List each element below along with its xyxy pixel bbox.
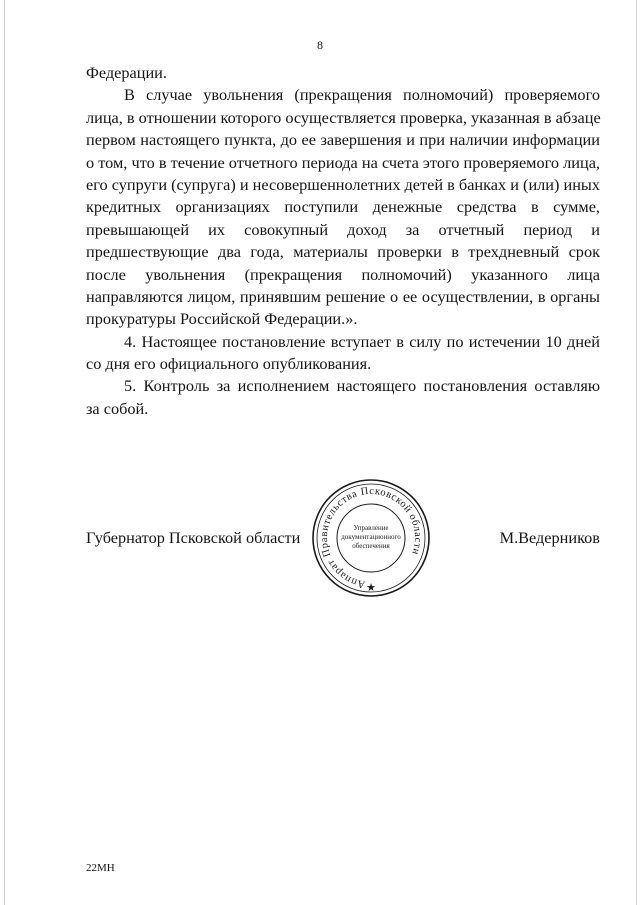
text-line: со дня его официального опубликования. <box>86 354 372 374</box>
signatory-name: М.Ведерников <box>499 528 600 547</box>
text-line: направляются лицом, принявшим решение о ее осуществлении, в органы <box>86 286 600 306</box>
signatory-position: Губернатор Псковской области <box>86 528 301 547</box>
text-line: о том, что в течение отчетного периода на счета этого проверяемого лица, <box>86 152 600 172</box>
text-line: лица, в отношении которого осуществляется проверка, указанная в абзаце <box>86 107 601 127</box>
text-line: прокуратуры Российской Федерации.». <box>86 309 358 329</box>
document-code: 22МН <box>86 862 115 874</box>
text-line: 4. Настоящее постановление вступает в силу по истечении 10 дней <box>124 331 600 351</box>
document-body <box>86 62 600 420</box>
text-line: первом настоящего пункта, до ее завершения и при наличии информации <box>86 130 600 150</box>
text-line: его супруги (супруга) и несовершеннолетних детей в банках и (или) иных <box>86 174 600 194</box>
official-seal <box>306 478 436 604</box>
text-line: В случае увольнения (прекращения полномочий) проверяемого <box>124 85 600 105</box>
text-line: Федерации. <box>86 63 167 82</box>
seal-inner-line: Управление <box>353 524 389 532</box>
text-line: превышающей их совокупный доход за отчетный период и <box>86 219 600 239</box>
seal-inner-line: документационного <box>341 533 401 541</box>
seal-inner-line: обеспечения <box>352 542 390 550</box>
text-line: за собой. <box>86 398 149 418</box>
text-line: предшествующие два года, материалы проверки в трехдневный срок <box>86 242 600 262</box>
scan-edge-right <box>636 0 637 905</box>
scan-edge-left <box>4 0 5 905</box>
seal-star-icon: ★ <box>366 581 376 594</box>
text-line: кредитных организациях поступили денежные средства в сумме, <box>86 197 600 217</box>
text-line: 5. Контроль за исполнением настоящего постановления оставляю <box>124 376 600 396</box>
page-number: 8 <box>317 38 323 52</box>
seal-outer-text: Аппарат Правительства Псковской области <box>318 485 424 590</box>
text-line: после увольнения (прекращения полномочий) указанного лица <box>86 264 600 284</box>
